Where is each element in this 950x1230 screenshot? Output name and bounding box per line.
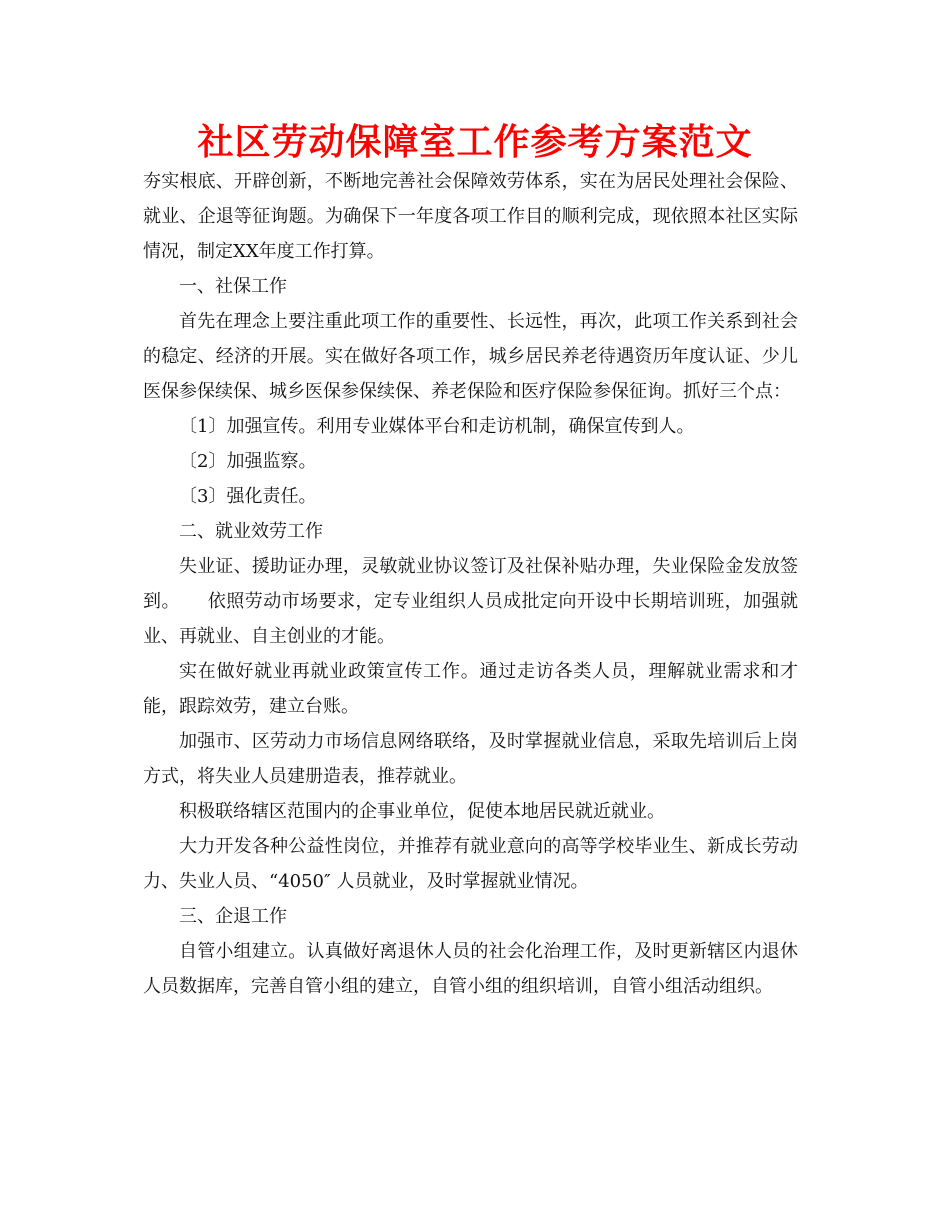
paragraph: 积极联络辖区范围内的企事业单位，促使本地居民就近就业。 (179, 801, 665, 822)
paragraph: 实在做好就业再就业政策宣传工作。通过走访各类人员，理解就业需求和才能，跟踪效劳，建立台账。 (143, 661, 798, 717)
section-heading-retirement: 三、企退工作 (179, 906, 287, 927)
paragraph: 自管小组建立。认真做好离退休人员的社会化治理工作，及时更新辖区内退休人员数据库，完善自管小组的建立，自管小组的组织培训，自管小组活动组织。 (143, 941, 798, 997)
list-item: 〔3〕强化责任。 (179, 486, 317, 507)
section-heading-employment: 二、就业效劳工作 (179, 521, 323, 542)
paragraph-intro: 夯实根底、开辟创新，不断地完善社会保障效劳体系，实在为居民处理社会保险、就业、企退等征询题。为确保下一年度各项工作目的顺利完成，现依照本社区实际情况，制定XX年度工作打算。 (143, 171, 798, 262)
section-heading-social-insurance: 一、社保工作 (179, 276, 287, 297)
document-body (143, 164, 798, 1004)
paragraph: 首先在理念上要注重此项工作的重要性、长远性，再次，此项工作关系到社会的稳定、经济的开展。实在做好各项工作，城乡居民养老待遇资历年度认证、少儿医保参保续保、城乡医保参保续保、养老保险和医疗保险参保征询。抓好三个点： (143, 311, 798, 402)
paragraph: 加强市、区劳动力市场信息网络联络，及时掌握就业信息，采取先培训后上岗方式，将失业人员建册造表，推荐就业。 (143, 731, 798, 787)
list-item: 〔1〕加强宣传。利用专业媒体平台和走访机制，确保宣传到人。 (179, 416, 695, 437)
paragraph: 大力开发各种公益性岗位，并推荐有就业意向的高等学校毕业生、新成长劳动力、失业人员、“4050″ 人员就业，及时掌握就业情况。 (143, 836, 798, 892)
paragraph: 失业证、援助证办理，灵敏就业协议签订及社保补贴办理，失业保险金发放签到。 依照劳动市场要求，定专业组织人员成批定向开设中长期培训班，加强就业、再就业、自主创业的才能。 (143, 556, 798, 647)
document-title: 社区劳动保障室工作参考方案范文 (197, 122, 753, 163)
list-item: 〔2〕加强监察。 (179, 451, 317, 472)
